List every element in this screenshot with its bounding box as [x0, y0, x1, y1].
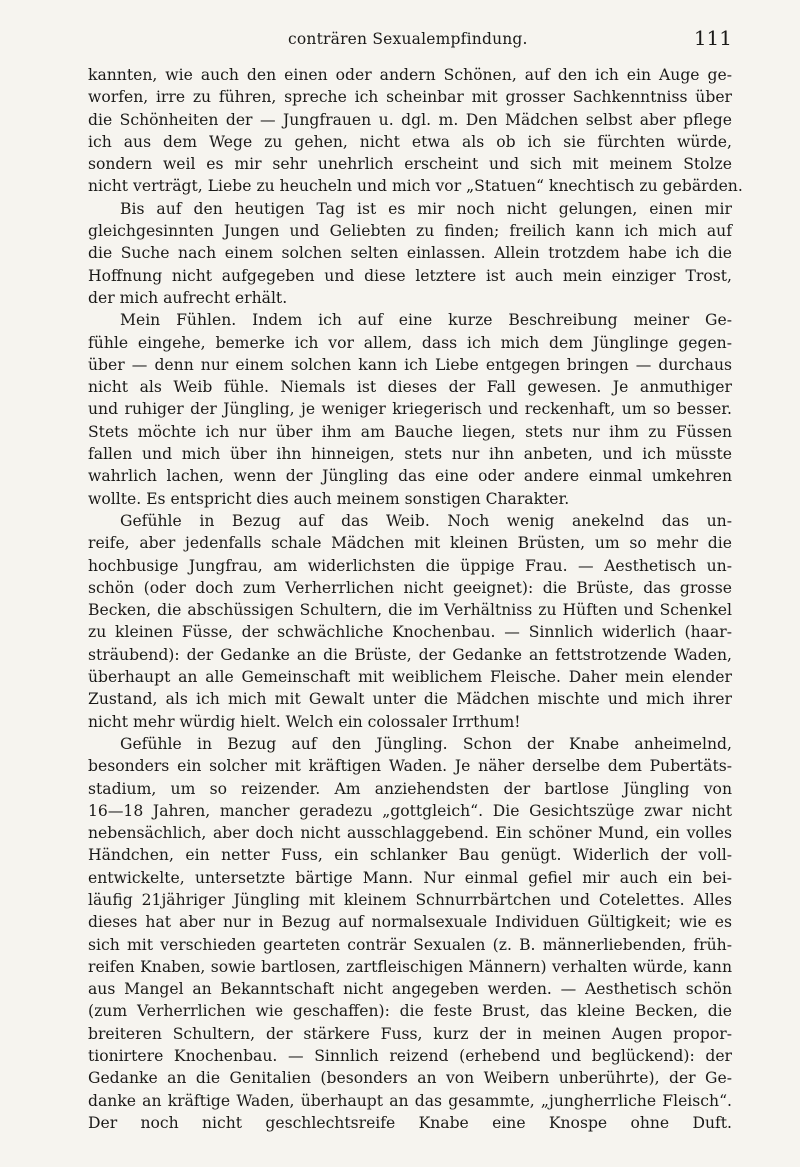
text-line: gleichgesinnten Jungen und Geliebten zu finden; freilich kann ich mich auf	[88, 222, 732, 241]
text-line: dieses hat aber nur in Bezug auf normalsexuale Individuen Gültigkeit; wie es	[88, 913, 732, 932]
running-head: conträren Sexualempfindung.	[288, 30, 528, 48]
text-line: ich aus dem Wege zu gehen, nicht etwa als ob ich sie fürchten würde,	[88, 132, 732, 151]
text-line: fallen und mich über ihn hinneigen, stets nur ihn anbeten, und ich müsste	[88, 445, 732, 464]
text-line: Gefühle in Bezug auf den Jüngling. Schon der Knabe anheimelnd,	[120, 734, 732, 753]
text-line: reife, aber jedenfalls schale Mädchen mit kleinen Brüsten, um so mehr die	[88, 534, 732, 553]
text-line: Bis auf den heutigen Tag ist es mir noch nicht gelungen, einen mir	[120, 199, 732, 218]
text-line: die Schönheiten der — Jungfrauen u. dgl. m. Den Mädchen selbst aber pflege	[88, 110, 732, 129]
text-line: kannten, wie auch den einen oder andern Schönen, auf den ich ein Auge ge-	[88, 66, 732, 84]
text-line: sondern weil es mir sehr unehrlich erscheint und sich mit meinem Stolze	[88, 155, 732, 174]
text-line: überhaupt an alle Gemeinschaft mit weiblichem Fleische. Daher mein elender	[88, 668, 732, 687]
text-line: Der noch nicht geschlechtsreife Knabe eine Knospe ohne Duft.	[88, 1113, 732, 1132]
text-line: wahrlich lachen, wenn der Jüngling das eine oder andere einmal umkehren	[88, 467, 732, 486]
text-line: wollte. Es entspricht dies auch meinem sonstigen Charakter.	[88, 489, 570, 508]
text-line: (zum Verherrlichen wie geschaffen): die feste Brust, das kleine Becken, die	[88, 1002, 732, 1021]
text-line: worfen, irre zu führen, spreche ich scheinbar mit grosser Sachkenntniss über	[88, 88, 732, 107]
text-line: besonders ein solcher mit kräftigen Waden. Je näher derselbe dem Pubertäts-	[88, 757, 732, 776]
text-line: zu kleinen Füsse, der schwächliche Knochenbau. — Sinnlich widerlich (haar-	[88, 623, 732, 642]
text-line: breiteren Schultern, der stärkere Fuss, kurz der in meinen Augen propor-	[88, 1024, 732, 1043]
text-line: Becken, die abschüssigen Schultern, die im Verhältniss zu Hüften und Schenkel	[88, 601, 732, 620]
text-line: und ruhiger der Jüngling, je weniger kriegerisch und reckenhaft, um so besser.	[88, 400, 732, 419]
text-line: nicht verträgt, Liebe zu heucheln und mich vor „Statuen“ knechtisch zu gebärden.	[88, 177, 743, 196]
text-line: nicht mehr würdig hielt. Welch ein colossaler Irrthum!	[88, 712, 521, 731]
text-line: nicht als Weib fühle. Niemals ist dieses der Fall gewesen. Je anmuthiger	[88, 378, 732, 397]
text-line: Stets möchte ich nur über ihm am Bauche liegen, stets nur ihm zu Füssen	[88, 422, 732, 441]
text-line: Gefühle in Bezug auf das Weib. Noch wenig anekelnd das un-	[120, 511, 732, 530]
text-line: der mich aufrecht erhält.	[88, 288, 288, 307]
text-line: danke an kräftige Waden, überhaupt an das gesammte, „jungherrliche Fleisch“.	[88, 1091, 732, 1110]
text-line: Zustand, als ich mich mit Gewalt unter die Mädchen mischte und mich ihrer	[88, 690, 732, 709]
text-line: läufig 21jähriger Jüngling mit kleinem Schnurrbärtchen und Cotelettes. Alles	[88, 890, 732, 909]
text-line: reifen Knaben, sowie bartlosen, zartfleischigen Männern) verhalten würde, kann	[88, 957, 732, 976]
page-header	[88, 24, 732, 58]
text-line: entwickelte, untersetzte bärtige Mann. Nur einmal gefiel mir auch ein bei-	[88, 868, 732, 887]
text-line: hochbusige Jungfrau, am widerlichsten die üppige Frau. — Aesthetisch un-	[88, 556, 732, 575]
text-line: schön (oder doch zum Verherrlichen nicht geeignet): die Brüste, das grosse	[88, 578, 732, 597]
text-line: Gedanke an die Genitalien (besonders an von Weibern unberührte), der Ge-	[88, 1069, 732, 1088]
text-line: über — denn nur einem solchen kann ich Liebe entgegen bringen — durchaus	[88, 355, 732, 374]
text-line: stadium, um so reizender. Am anziehendsten der bartlose Jüngling von	[88, 779, 732, 798]
text-line: nebensächlich, aber doch nicht ausschlaggebend. Ein schöner Mund, ein volles	[88, 824, 732, 843]
text-line: tionirtere Knochenbau. — Sinnlich reizend (erhebend und beglückend): der	[88, 1047, 732, 1066]
text-line: Mein Fühlen. Indem ich auf eine kurze Beschreibung meiner Ge-	[120, 311, 732, 330]
text-line: aus Mangel an Bekanntschaft nicht angegeben werden. — Aesthetisch schön	[88, 980, 732, 999]
text-line: sträubend): der Gedanke an die Brüste, der Gedanke an fettstrotzende Waden,	[88, 645, 732, 664]
text-line: 16—18 Jahren, mancher geradezu „gottgleich“. Die Gesichtszüge zwar nicht	[88, 801, 732, 820]
text-line: die Suche nach einem solchen selten einlassen. Allein trotzdem habe ich die	[88, 244, 732, 263]
body-text	[88, 64, 743, 1134]
text-line: sich mit verschieden gearteten conträr Sexualen (z. B. männerliebenden, früh-	[88, 935, 732, 954]
text-line: fühle eingehe, bemerke ich vor allem, dass ich mich dem Jünglinge gegen-	[88, 333, 732, 352]
text-line: Händchen, ein netter Fuss, ein schlanker Bau genügt. Widerlich der voll-	[88, 846, 732, 865]
text-line: Hoffnung nicht aufgegeben und diese letztere ist auch mein einziger Trost,	[88, 266, 732, 285]
page-number: 111	[693, 26, 732, 50]
